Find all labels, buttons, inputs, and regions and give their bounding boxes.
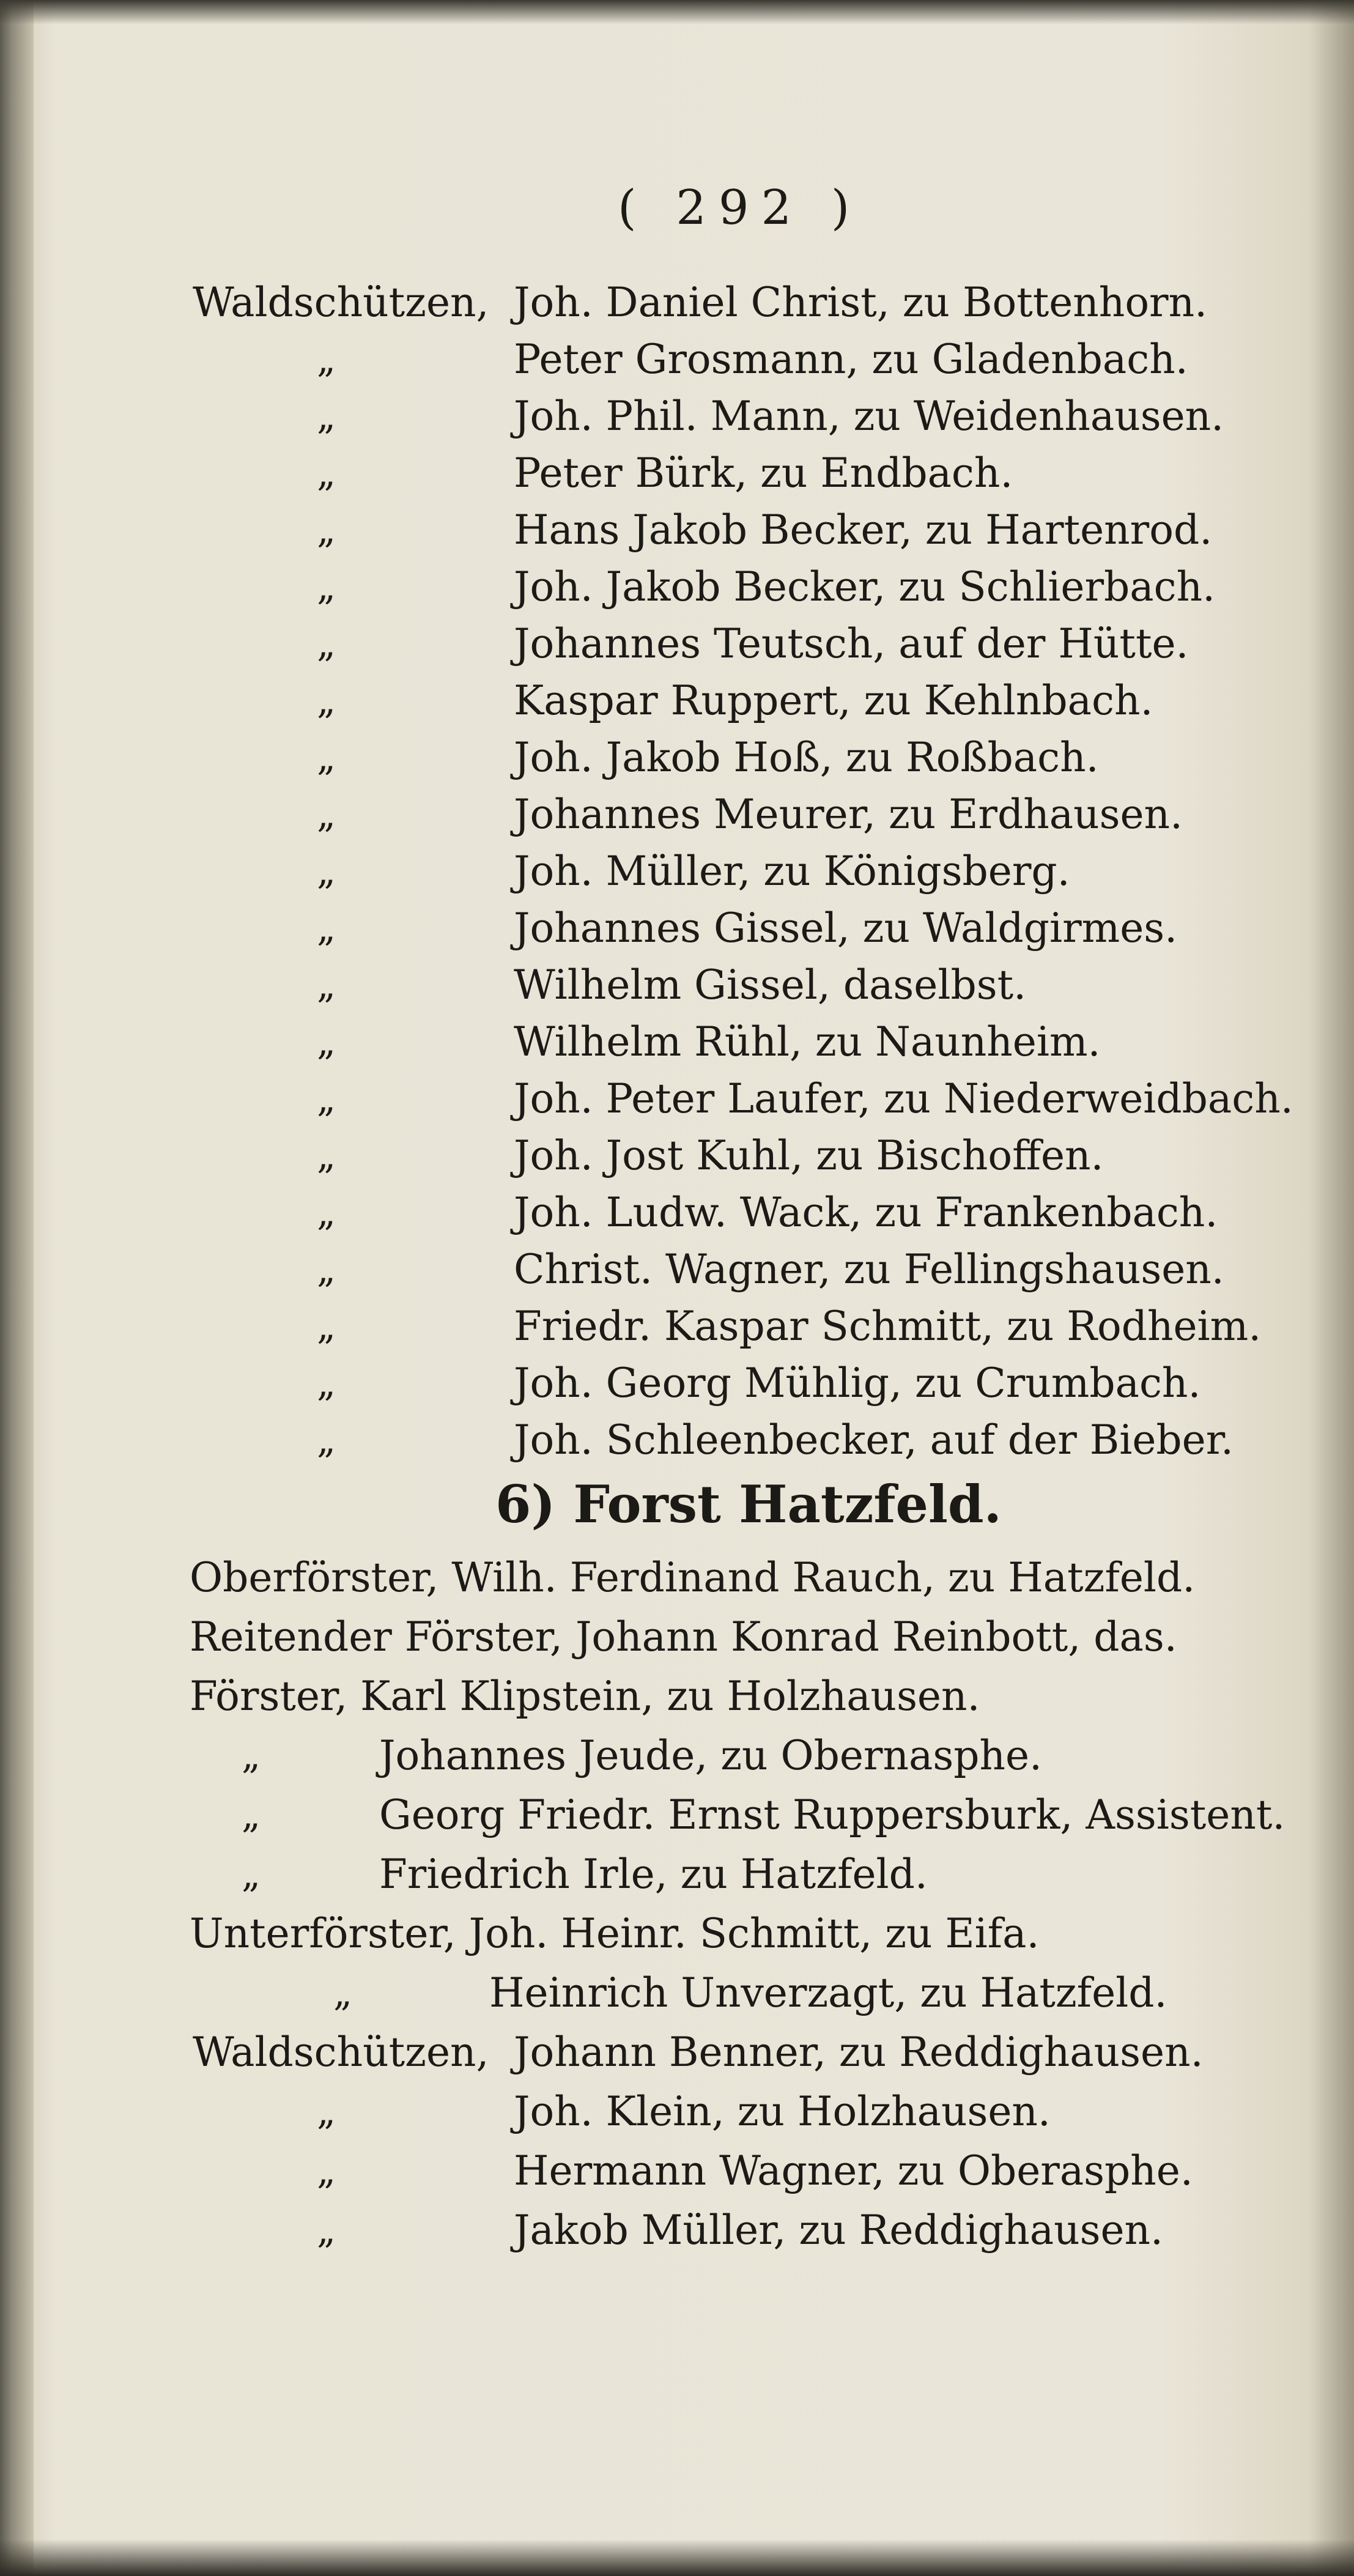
section1-entry-0: Joh. Daniel Christ, zu Bottenhorn. (514, 279, 1208, 326)
section1-entry-10: Joh. Müller, zu Königsberg. (514, 848, 1070, 895)
ditto-mark: „ (317, 736, 336, 779)
ditto-mark: „ (317, 395, 336, 438)
foerster-entry-0: Johannes Jeude, zu Obernasphe. (379, 1732, 1043, 1779)
ditto-mark: „ (333, 1972, 353, 2015)
ditto-mark: „ (317, 1078, 336, 1120)
ditto-mark: „ (317, 1362, 336, 1405)
ditto-mark: „ (317, 566, 336, 609)
bottom-shadow (0, 2539, 1354, 2576)
section1-entry-9: Johannes Meurer, zu Erdhausen. (514, 791, 1183, 838)
oberfoerster-line: Oberförster, Wilh. Ferdinand Rauch, zu Hatzfeld. (190, 1554, 1196, 1601)
section1-entry-12: Wilhelm Gissel, daselbst. (514, 961, 1027, 1009)
section1-entry-15: Joh. Jost Kuhl, zu Bischoffen. (514, 1132, 1104, 1179)
ditto-mark: „ (317, 1419, 336, 1462)
page-number: ( 292 ) (618, 180, 862, 235)
section1-entry-4: Hans Jakob Becker, zu Hartenrod. (514, 506, 1213, 553)
ditto-mark: „ (317, 1305, 336, 1348)
ditto-mark: „ (317, 1191, 336, 1234)
section1-role: Waldschützen, (193, 279, 489, 326)
waldschuetzen-first: Johann Benner, zu Reddighausen. (514, 2029, 1204, 2076)
ditto-mark: „ (317, 964, 336, 1007)
ditto-mark: „ (317, 2209, 336, 2252)
section1-entry-2: Joh. Phil. Mann, zu Weidenhausen. (514, 393, 1224, 440)
section1-entry-13: Wilhelm Rühl, zu Naunheim. (514, 1018, 1101, 1065)
waldschuetzen-entry-2: Jakob Müller, zu Reddighausen. (514, 2207, 1164, 2254)
ditto-mark: „ (317, 679, 336, 722)
ditto-mark: „ (317, 2150, 336, 2193)
section1-entry-1: Peter Grosmann, zu Gladenbach. (514, 336, 1188, 383)
ditto-mark: „ (317, 623, 336, 665)
page-gutter (0, 0, 34, 2576)
foerster-entry-2: Friedrich Irle, zu Hatzfeld. (379, 1851, 928, 1898)
unterfoerster-line: Unterförster, Joh. Heinr. Schmitt, zu Eifa. (190, 1910, 1040, 1957)
section1-entry-6: Johannes Teutsch, auf der Hütte. (514, 620, 1189, 667)
section-heading: 6) Forst Hatzfeld. (495, 1474, 1002, 1534)
ditto-mark: „ (242, 1734, 261, 1777)
section1-entry-7: Kaspar Ruppert, zu Kehlnbach. (514, 677, 1153, 724)
waldschuetzen-entry-1: Hermann Wagner, zu Oberasphe. (514, 2147, 1193, 2194)
section1-entry-20: Joh. Schleenbecker, auf der Bieber. (514, 1416, 1234, 1464)
ditto-mark: „ (317, 1021, 336, 1064)
section1-entry-18: Friedr. Kaspar Schmitt, zu Rodheim. (514, 1303, 1262, 1350)
foerster-line: Förster, Karl Klipstein, zu Holzhausen. (190, 1673, 980, 1720)
ditto-mark: „ (317, 850, 336, 893)
ditto-mark: „ (317, 907, 336, 950)
ditto-mark: „ (317, 338, 336, 381)
ditto-mark: „ (317, 1248, 336, 1291)
waldschuetzen-entry-0: Joh. Klein, zu Holzhausen. (514, 2088, 1051, 2135)
ditto-mark: „ (242, 1794, 261, 1837)
section1-entry-5: Joh. Jakob Becker, zu Schlierbach. (514, 563, 1216, 610)
section1-entry-19: Joh. Georg Mühlig, zu Crumbach. (514, 1360, 1201, 1407)
ditto-mark: „ (317, 509, 336, 552)
foerster-entry-1: Georg Friedr. Ernst Ruppersburk, Assistent. (379, 1791, 1286, 1838)
section1-entry-8: Joh. Jakob Hoß, zu Roßbach. (514, 734, 1099, 781)
unterfoerster-entry-0: Heinrich Unverzagt, zu Hatzfeld. (489, 1969, 1167, 2016)
reitender-foerster-line: Reitender Förster, Johann Konrad Reinbott, das. (190, 1613, 1177, 1660)
section1-entry-14: Joh. Peter Laufer, zu Niederweidbach. (514, 1075, 1293, 1122)
section1-entry-3: Peter Bürk, zu Endbach. (514, 450, 1013, 497)
section1-entry-16: Joh. Ludw. Wack, zu Frankenbach. (514, 1189, 1218, 1236)
section1-entry-11: Johannes Gissel, zu Waldgirmes. (514, 905, 1178, 952)
top-shadow (0, 0, 1354, 24)
ditto-mark: „ (317, 2090, 336, 2133)
ditto-mark: „ (317, 1134, 336, 1177)
waldschuetzen-role: Waldschützen, (193, 2029, 489, 2076)
section1-entry-17: Christ. Wagner, zu Fellingshausen. (514, 1246, 1224, 1293)
ditto-mark: „ (317, 793, 336, 836)
ditto-mark: „ (317, 452, 336, 495)
ditto-mark: „ (242, 1853, 261, 1896)
